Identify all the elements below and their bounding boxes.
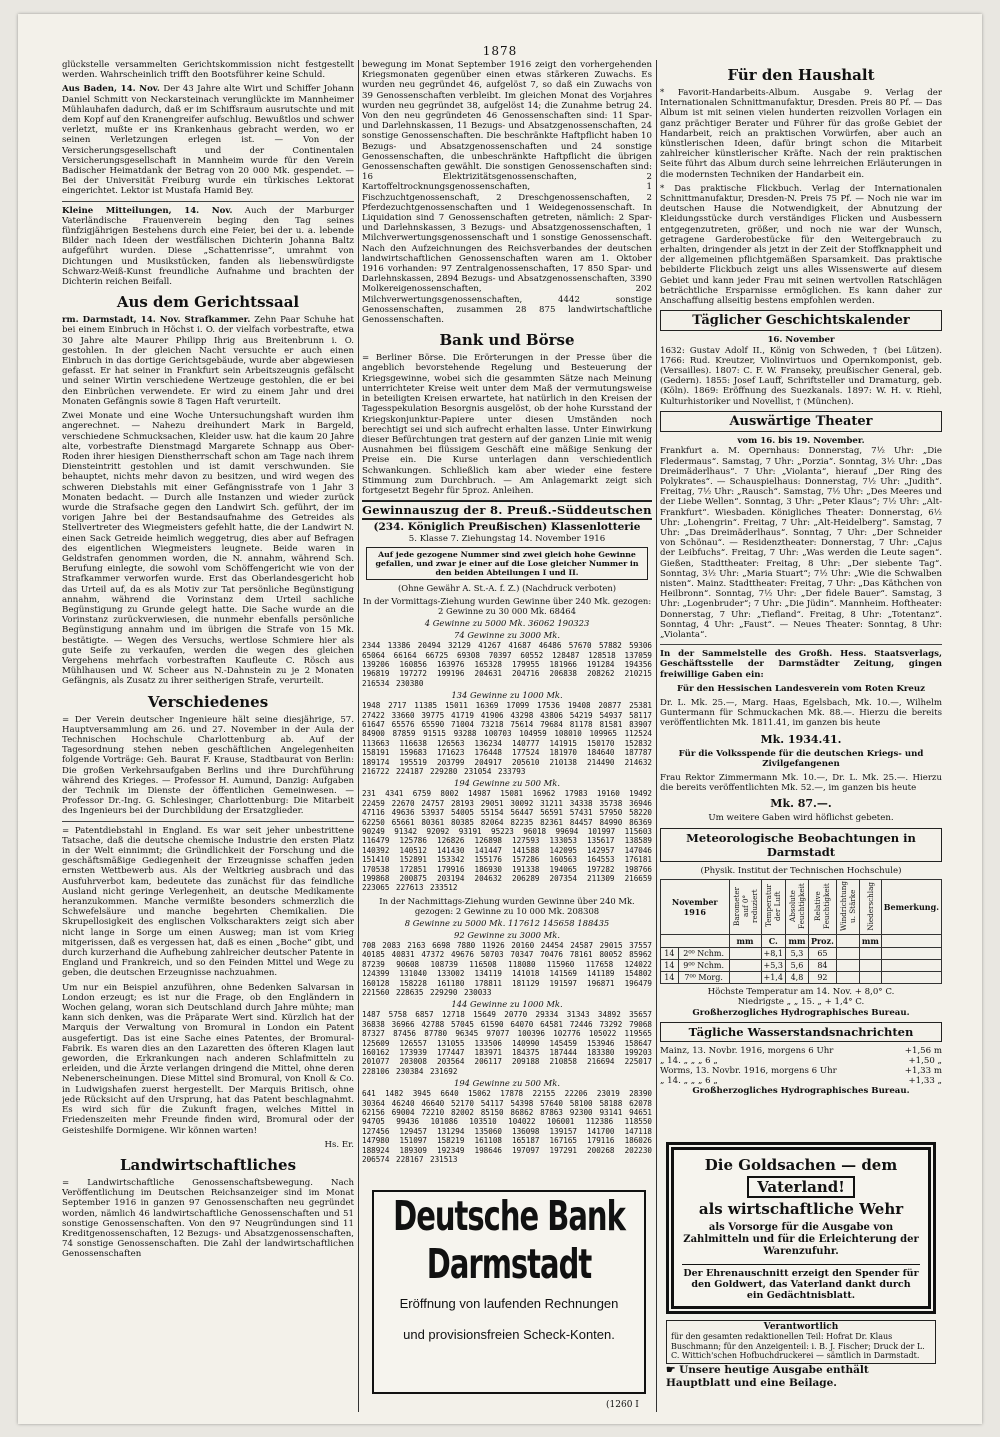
article-kleine	[62, 206, 354, 288]
divider	[660, 644, 942, 645]
cell-rel: 65	[808, 947, 836, 959]
cell-abs: 5,3	[785, 947, 808, 959]
column-header: Temperatur der Luft	[761, 880, 785, 935]
cell-note	[881, 947, 941, 959]
imprint-title: Verantwortlich	[763, 1322, 839, 1332]
water-level-place: Mainz, 13. Novbr. 1916, morgens 6 Uhr	[660, 1046, 834, 1057]
column-rule	[358, 60, 359, 1412]
prize-tier: 134 Gewinne zu 1000 Mk.	[451, 690, 563, 701]
section-title-wasserstand: Tägliche Wasserstandsnachrichten	[660, 1022, 942, 1042]
cell-abs: 4,8	[785, 971, 808, 983]
column-header: Relative Feuchtigkeit	[808, 880, 836, 935]
met-institute: (Physik. Institut der Technischen Hochschule)	[700, 865, 902, 876]
cell-day: 14	[661, 959, 679, 971]
cell-note	[881, 959, 941, 971]
article-text: = Berliner Börse. Die Erörterungen in der Presse über die angeblich bevorstehende Regelung und Besteuerung der Kriegsgewinne, wobei sich die gesammten Sätze nach Meinung unterrichteter Kreise weit unter dem Maß der vermutungsweise in beteiligten Kreisen erwartete, hat natürlich in den Kreisen der Tagesspekulation Besorgnis ausgelöst, ob der hohe Kursstand der Kriegskonjunktur-Papiere unter diesen Umständen noch berechtigt sei und sich aufrecht erhalten lasse. Unter Einwirkung dieser Befürchtungen trat gestern auf der ganzen Linie mit wenig Ausnahmen bei flüssigem Geschäft eine mäßige Senkung der Preise ein. Die Kurse unterlagen dann verschiedentlich Schwankungen. Schließlich kam aber wieder eine festere Stimmung zum Durchbruch. — Am Anlagemarkt zeigt sich fortgesetzt Begehr für 5proz. Anleihen.	[362, 353, 652, 496]
divider	[62, 821, 354, 822]
water-level-value: +1,56 m	[904, 1046, 942, 1057]
water-level-row	[660, 1076, 942, 1086]
winning-numbers: 1948 2717 11385 15011 16369 17099 17536 19408 20877 25381 27422 33660 39775 41719 41906 43298 43806 54219 54937 58117 61647 65576 65590 71004 73218 75614 79684 81178 81581 83907 84900 87859 91515 93288 100703 104959 108010 109965 112524 113663 116638 126563 136234 140777 141915 150170 152832 158191 159683 171623 176448 177524 181970 184640 187787 189174 195519 203799 204917 205610 210138 214490 214632 216722 224187 229280 231054 233793	[362, 701, 652, 776]
kalender-text: 1632: Gustav Adolf II., König von Schweden, † (bei Lützen). 1766: Rud. Kreutzer, Violinvirtuos und Opernkomponist, geb. (Versailles). 1807: C. F. W. Franseky, preußischer General, geb. (Gedern). 1855: Josef Lauff, Schriftsteller und Dramaturg, geb. (Köln). 1869: Eröffnung des Suezkanals. 1897: W. H. v. Riehl, Kulturhistoriker und Novellist, † (München).	[660, 345, 942, 407]
imprint	[666, 1320, 936, 1364]
ad-line: Eröffnung von laufenden Rechnungen	[399, 1296, 619, 1311]
weather-units-row	[661, 934, 942, 947]
theater-dates: vom 16. bis 19. November.	[737, 435, 865, 446]
article-text: = Der Verein deutscher Ingenieure hält seine diesjährige, 57. Hauptversammlung am 26. und 27. November in der Aula der Technischen Hochschule Charlottenburg ab. Auf der Tagesordnung stehen neben geschäftlichen Angelegenheiten folgende Vorträge: Geh. Baurat F. Krause, Stadtbaurat von Berlin: Die großen Verkehrsaufgaben Berlins und ihre Durchführung während des Krieges. — Professor H. Aumund, Danzig: Aufgaben der Technik im Dienste der öffentlichen Gemeinwesen. — Professor Dr.-Ing. G. Schlesinger, Charlottenburg: Die Mitarbeit des Ingenieurs bei der Durchbildung der Ersatzglieder.	[62, 714, 354, 817]
met-max: Höchste Temperatur am 14. Nov. + 8,0° C.	[707, 986, 895, 997]
gold-line: Die Goldsachen — dem	[704, 1156, 898, 1174]
cell-wind	[836, 959, 859, 971]
article-text: * Favorit-Handarbeits-Album. Ausgabe 9. Verlag der Internationalen Schnittmanufaktur, Dresden. Preis 80 Pf. — Das Album ist mit seinen vielen hunderten reizvollen Vorlagen ein ganz prächtiger Berater und Führer für das große Gebiet der Handarbeit, reich an praktischen Vorwürfen, aber auch an künstlerischen Ideen, dafür bringt schon die Mitarbeit zahlreicher künstlerischer Kräfte. Nach der rein praktischen Seite führt das Album durch seine lehrreichen Erläuterungen in die modernsten Techniken der Handarbeit ein.	[660, 88, 942, 180]
article-baden	[62, 84, 354, 196]
unit: mm	[729, 934, 761, 947]
donation-heading: Für die Volksspende für die deutschen Kriegs- und Zivilgefangenen	[678, 748, 924, 769]
cell-wind	[836, 971, 859, 983]
column-left	[62, 60, 354, 1414]
lottery-subtitle: (234. Königlich Preußischen) Klassenlotterie	[373, 521, 641, 534]
cell-temp: +1,4	[761, 971, 785, 983]
article-text: glückstelle versammelten Gerichtskommission nicht festgestellt werden. Wahrscheinlich trifft den Bootsführer keine Schuld.	[62, 60, 354, 81]
cell-abs: 5,6	[785, 959, 808, 971]
divider	[62, 201, 354, 202]
morning-draw-heading: In der Vormittags-Ziehung wurden Gewinne über 240 Mk. gezogen: 2 Gewinne zu 30 000 Mk. 68464	[362, 596, 652, 617]
imprint-text: für den gesamten redaktionellen Teil: Hofrat Dr. Klaus Buschmann; für den Anzeigenteil: i. B. J. Fischer; Druck der L. C. Wittich'schen Hofbuchdruckerei — sämtlich in Darmstadt.	[671, 1332, 925, 1361]
water-level-row	[660, 1056, 942, 1066]
donation-heading: Für den Hessischen Landesverein vom Roten Kreuz	[676, 683, 926, 694]
article-heading: rm. Darmstadt, 14. Nov. Strafkammer.	[62, 315, 251, 326]
weather-row	[661, 959, 942, 971]
edition-note: ☛ Unsere heutige Ausgabe enthält Hauptblatt und eine Beilage.	[666, 1364, 869, 1389]
unit: C.	[761, 934, 785, 947]
article-text: Um nur ein Beispiel anzuführen, ohne Bedenken Salvarsan in London erzeugt; es ist nur die Frage, ob den Engländern in Wochen gelang, woran sich Deutschland durch Jahre mühte; man kann sich denken, was die Präparate Wert sind. Kürzlich hat der Marquis der Verwaltung von Bromural in London ein Patent ausgefertigt. Das ist eine Sache eines Patentes, der Bromural-Fabrik. Es waren dies an den Lazaretten des öfteren Klagen laut geworden, die Erkrankungen nach anderen Schlafmitteln zu erleiden, und die Ärzte verlangen dringend die Mittel, ohne deren Nebenerscheinungen. Diese Mittel sind Bromural, von Knoll & Co. in Ludwigshafen zuerst hergestellt. Der Marquis Britisch, ohne jede Rücksicht auf den Ursprung, hat das Patent beschlagnahmt. Es wird sich für die Zukunft fragen, welches Mittel in Friedenszeiten mehr Freunde finden wird, Bromural oder der Geisteshilfe Dormigene. Wir können warten!	[62, 982, 354, 1136]
article-text: bewegung im Monat September 1916 zeigt den vorhergehenden Kriegsmonaten gegenüber einen etwas stärkeren Zuwachs. Es wurden neu gegründet 46, aufgelöst 7, so daß ein Zuwachs von 39 Genossenschaften verbleibt. Im gleichen Monat des Vorjahres wurden neu gegründet 38, aufgelöst 14; die Zunahme betrug 24. Von den neu gegründeten 46 Genossenschaften sind: 11 Spar- und Darlehnskassen, 11 Bezugs- und Absatzgenossenschaften, 24 sonstige Genossenschaften. Die beschränkte Haftpflicht haben 10 Bezugs- und Absatzgenossenschaften und 24 sonstige Genossenschaften, die unbeschränkte Haftpflicht die übrigen Genossenschaften gewählt. Die sonstigen Genossenschaften sind: 16 Elektrizitätsgenossenschaften, 2 Kartoffeltrocknungsgenossenschaften, 1 Fischzuchtgenossenschaft, 2 Dreschgenossenschaften, 2 Pferdezuchtgenossenschaften und 1 Weidegenossenschaft. In Liquidation sind 7 Genossenschaften getreten, nämlich: 2 Spar- und Darlehnskassen, 3 Bezugs- und Absatzgenossenschaften, 1 Milchverwertungsgenossenschaft und 1 sonstige Genossenschaft. Nach den Aufzeichnungen des Reichsverbandes der deutschen landwirtschaftlichen Genossenschaften waren am 1. Oktober 1916 vorhanden: 97 Zentralgenossenschaften, 17 850 Spar- und Darlehnskassen, 2894 Bezugs- und Absatzgenossenschaften, 3390 Molkereigenossenschaften, 202 Milchverwertungsgenossenschaften, 4442 sonstige Genossenschaften, zusammen 28 875 landwirtschaftliche Genossenschaften.	[362, 60, 652, 326]
column-header: Barometer auf 0° reduziert	[729, 880, 761, 935]
weather-table-header	[661, 880, 942, 935]
article-gericht	[62, 315, 354, 407]
winning-numbers: 708 2083 2163 6698 7880 11926 20160 24454 24587 29015 37557 40185 40831 47372 49676 50703 70347 70476 78161 80052 85962 87239 90608 108739 116508 118080 115960 117658 124022 124399 131040 133002 134119 141018 141569 141189 154802 160128 158228 161180 178811 181129 191597 196871 196479 221560 228635 229290 230033	[362, 940, 652, 997]
prize-tier: 144 Gewinne zu 1000 Mk.	[451, 999, 563, 1010]
water-level-place: „ 14. „ „ „ 6 „	[660, 1056, 718, 1067]
water-level-value: +1,33 „	[908, 1076, 942, 1087]
cell-temp: +8,1	[761, 947, 785, 959]
water-level-place: Worms, 13. Novbr. 1916, morgens 6 Uhr	[660, 1066, 837, 1077]
winning-numbers: 641 1482 3945 6640 15062 17878 22155 22206 23019 28390 30364 46240 46640 52170 54117 54398 57640 58100 58188 62078 62156 69004 72210 82002 85150 86862 87863 92300 93141 94651 94705 99436 101086 103510 104022 106001 112386 118550 127456 129457 131294 135060 136098 139157 141700 147118 147980 151097 158219 161108 165187 167165 179116 186026 188924 189309 192349 198646 197097 197291 200268 202230 206574 228167 231513	[362, 1089, 652, 1164]
water-level-place: „ 14. „ „ „ 6 „	[660, 1076, 718, 1087]
section-title-meteorologie: Meteorologische Beobachtungen in Darmstadt	[660, 828, 942, 862]
gold-line: Vaterland!	[747, 1176, 855, 1198]
water-level-value: +1,33 m	[904, 1066, 942, 1077]
column-middle	[362, 60, 652, 1414]
weather-row	[661, 971, 942, 983]
cell-rel: 92	[808, 971, 836, 983]
prize-tier: 8 Gewinne zu 5000 Mk. 117612 145658 188435	[404, 917, 610, 928]
winning-numbers: 2344 13386 20494 32129 41267 41687 46486 57670 57882 59306 65064 66164 66725 69308 70397 60552 128487 128518 137059 139206 160856 163976 165328 179955 181966 191284 194356 196819 197272 199196 204631 204716 206838 208262 210215 216534 230380	[362, 641, 652, 688]
article-text: Auch der Marburger Vaterländische Frauenverein beging den Tag seines fünfzigjährigen Bestehens durch eine Feier, bei der u. a. lebende Bilder nach Ideen der westfälischen Dichterin Johanna Baltz aufgeführt wurden. Diese „Schattenrisse“, umrahmt von Dichtungen und Musikstücken, fanden als liebenswürdigste Schwarz-Weiß-Kunst freundliche Aufnahme und brachten der Dichterin reichen Beifall.	[62, 205, 354, 288]
winning-numbers: 1487 5758 6857 12718 15649 20770 29334 31343 34892 35657 36838 36966 42788 57045 61590 64070 64581 72446 73292 79068 87327 87456 87780 96345 97077 100396 102776 105022 119565 125609 126557 131055 133506 140990 145459 153946 158647 160162 173939 177447 183971 184375 187444 183380 199203 201077 203008 203564 206117 209188 210858 216694 225017 228106 230384 231692	[362, 1010, 652, 1076]
section-title-bank: Bank und Börse	[439, 331, 575, 350]
article-text: = Patentdiebstahl in England. Es war seit jeher unbestrittene Tatsache, daß die deutsche chemische Industrie den ersten Platz in der Welt einnimmt; die Gründlichkeit der Forschung und die geschäftsmäßige Gediegenheit der Erzeugnisse schaffen jeden ernsten Wettbewerb aus. Als der Weltkrieg ausbrach und das Ausfuhrverbot kam, bedeutete das zunächst für das feindliche Ausland nicht geringe Verlegenheit, an deutsche Medikamente heranzukommen. Manche vermißte besonders schmerzlich die Schwefelsäure und manche begehrten Chemikalien. Die Skrupellosigkeit des englischen Volkscharakters zeigt sich aber nicht lange in Sorge um einen Ausweg; man ist vom Krieg mitgerissen, daß es vergessen hat, daß es einen „Boche“ gibt, und durch kurzerhand die Aufhebung zahlreicher deutscher Patente in England und Frankreich, und so den Feinden Mittel und Wege zu geben, die deutschen Erzeugnisse nachzuahmen.	[62, 825, 354, 979]
weather-table	[660, 879, 942, 984]
winning-numbers: 231 4341 6759 8002 14987 15081 16962 17983 19160 19492 22459 22670 24757 28193 29051 30092 31211 34338 35738 36946 47116 49636 53937 54005 55154 56447 56591 57431 57950 58220 62250 65661 80361 80385 82064 82235 82361 84457 84990 86369 90249 91342 92092 93191 95223 96018 99694 101997 115603 116479 125786 126826 126898 127593 133053 135617 138589 140392 140512 141430 141447 141588 142095 142957 147046 151410 152891 153342 155176 157286 160563 164553 176181 170538 172851 179916 186930 191338 194065 197282 198766 199868 200875 203194 204632 206289 207354 211309 216659 223065 227613 233512	[362, 789, 652, 893]
section-title-kalender: Täglicher Geschichtskalender	[660, 310, 942, 331]
newspaper-page	[18, 14, 982, 1424]
article-text: Der 43 Jahre alte Wirt und Schiffer Johann Daniel Schmitt von Neckarsteinach verunglückte im Mannheimer Mühlauhafen dadurch, daß er im Schiffsraum ausrutschte und mit dem Kopf auf den Kranengreifer aufschlug. Bewußtlos und schwer verletzt, mußte er ins Krankenhaus gebracht werden, wo er seinen Verletzungen erlegen ist. — Von der Versicherungsgesellschaft und der Continentalen Versicherungsgesellschaft in Mannheim wurde für den Verein Badischer Heimatdank der Betrag von 20 000 Mk. gespendet. — Bei der Universität Freiburg wurde ein türkisches Lektorat eingerichtet. Lektor ist Mustafa Hamid Bey.	[62, 84, 354, 197]
cell-rain	[859, 947, 881, 959]
lottery-draw-info: 5. Klasse 7. Ziehungstag 14. November 1916	[408, 534, 606, 545]
column-header: Bemerkung.	[881, 880, 941, 935]
page-number: 1878	[482, 44, 518, 58]
cell-note	[881, 971, 941, 983]
cell-day: 14	[661, 971, 679, 983]
water-level-row	[660, 1046, 942, 1056]
unit: mm	[859, 934, 881, 947]
donation-sum: Mk. 87.—.	[770, 797, 832, 811]
kalender-date: 16. November	[767, 335, 835, 346]
article-text: * Das praktische Flickbuch. Verlag der Internationalen Schnittmanufaktur, Dresden-N. Preis 75 Pf. — Noch nie war im deutschen Hause die Notwendigkeit, der Abnutzung der Kleidungsstücke durch verständiges Flicken und Ausbessern entgegenzutreten, größer, und noch nie war der Wunsch, getragene Garderobestücke für den Weitergebrauch zu erhalten, dringender als jetzt in der Zeit der Stoffknappheit und der allgemeinen pflichtgemäßen Sparsamkeit. Das praktische bebilderte Flickbuch zeigt uns alles Wissenswerte auf diesem Gebiet und kann jeder Frau mit seinen wertvollen Ratschlägen beträchtliche Ersparnisse ermöglichen. Es kann daher zur Anschaffung allseitig bestens empfohlen werden.	[660, 183, 942, 307]
cell-time: 2⁰⁰ Nchm.	[678, 947, 729, 959]
ad-line: und provisionsfreien Scheck-Konten.	[403, 1327, 615, 1342]
cell-wind	[836, 947, 859, 959]
column-header: Windrichtung u. Stärke	[836, 880, 859, 935]
prize-tier: 194 Gewinne zu 500 Mk.	[454, 1078, 560, 1089]
gold-appeal-ad	[666, 1142, 936, 1314]
section-title-verschiedenes: Verschiedenes	[147, 692, 269, 711]
lottery-notice: Auf jede gezogene Nummer sind zwei gleich hohe Gewinne gefallen, und zwar je einer auf die Lose gleicher Nummer in den beiden Abteilungen I und II.	[366, 547, 648, 580]
water-level-row	[660, 1066, 942, 1076]
donation-text: Dr. L. Mk. 25.—, Marg. Haas, Egelsbach, Mk. 10.—, Wilhelm Guntermann für Schmuckachen Mk. 88.—. Hierzu die bereits veröffentlichten Mk. 1811.41, im ganzen bis heute	[660, 697, 942, 729]
prize-tier: 194 Gewinne zu 500 Mk.	[454, 778, 560, 789]
unit: Proz.	[808, 934, 836, 947]
cell-rel: 84	[808, 959, 836, 971]
unit	[836, 934, 859, 947]
article-text: = Landwirtschaftliche Genossenschaftsbewegung. Nach Veröffentlichung im Deutschen Reichsanzeiger sind im Monat September 1916 in ganzen 97 Genossenschaften neu gegründet worden, nämlich 46 landwirtschaftliche Genossenschaften und 51 sonstige Genossenschaften. Von den 97 Neugründungen sind 11 Kreditgenossenschaften, 12 Bezugs- und Absatzgenossenschaften, 74 sonstige Genossenschaften. Die Zahl der landwirtschaftlichen Genossenschaften	[62, 1177, 354, 1260]
section-title-landwirtschaft: Landwirtschaftliches	[119, 1155, 297, 1174]
ad-code: (1260 I	[606, 1400, 639, 1410]
article-heading: Kleine Mitteilungen, 14. Nov.	[62, 205, 233, 216]
bank-advertisement	[372, 1190, 646, 1394]
unit: mm	[785, 934, 808, 947]
lottery-title: Gewinnauszug der 8. Preuß.-Süddeutschen	[362, 500, 652, 520]
gold-line: als Vorsorge für die Ausgabe von Zahlmitteln und für die Erleichterung der Warenzufuhr.	[683, 1222, 919, 1257]
cell-baro	[729, 947, 761, 959]
afternoon-draw-heading: In der Nachmittags-Ziehung wurden Gewinne über 240 Mk. gezogen: 2 Gewinne zu 10 000 Mk. 208308	[379, 895, 635, 916]
lottery-note: (Ohne Gewähr A. St.-A. f. Z.) (Nachdruck verboten)	[397, 583, 617, 594]
section-title-haushalt: Für den Haushalt	[727, 66, 875, 84]
sammelstelle-text: In der Sammelstelle des Großh. Hess. Staatsverlags, Geschäftsstelle der Darmstädter Zeitung, gingen freiwillige Gaben ein:	[660, 649, 942, 680]
cell-temp: +5,3	[761, 959, 785, 971]
article-heading: Aus Baden, 14. Nov.	[62, 84, 160, 95]
column-header: November 1916	[661, 880, 730, 935]
weather-row	[661, 947, 942, 959]
cell-day: 14	[661, 947, 679, 959]
theater-text: Frankfurt a. M. Opernhaus: Donnerstag, 7½ Uhr: „Die Fledermaus“. Samstag, 7 Uhr: „Porzia“. Sonntag, 3½ Uhr: „Das Dreimäderlhaus“. 7 Uhr: „Violanta“, hierauf „Der Ring des Polykrates“. — Schauspielhaus: Donnerstag, 7½ Uhr: „Judith“. Freitag, 7½ Uhr: „Rausch“. Samstag, 7½ Uhr: „Des Meeres und der Liebe Wellen“. Sonntag, 3 Uhr: „Peter Klaus“; 7½ Uhr: „Alt-Frankfurt“. Wiesbaden. Königliches Theater: Donnerstag, 6½ Uhr: „Lohengrin“. Freitag, 7 Uhr: „Alt-Heidelberg“. Samstag, 7 Uhr: „Das Dreimäderlhaus“. Sonntag, 7 Uhr: „Der Schneider von Schönau“. — Residenztheater: Donnerstag, 7 Uhr: „Cajus der Leibfuchs“. Freitag, 7 Uhr: „Was werden die Leute sagen“. Gießen, Stadttheater: Freitag, 8 Uhr: „Der siebente Tag“. Sonntag, 3½ Uhr: „Maria Stuart“; 7½ Uhr: „Wie die Schwalben nisten“. Mainz. Stadttheater: Freitag, 7 Uhr: „Das Käthchen von Heilbronn“. Sonntag, 7½ Uhr: „Der fidele Bauer“. Samstag, 3 Uhr: „Logenbruder“; 7 Uhr: „Die Jüdin“. Mannheim. Hoftheater: Donnerstag, 7 Uhr: „Tiefland“. Freitag, 8 Uhr: „Totentanz“. Sonntag, 4 Uhr: „Faust“. — Neues Theater: Sonntag, 8 Uhr: „Violanta“.	[660, 446, 942, 640]
donation-sum: Mk. 1934.41.	[760, 732, 842, 746]
cell-rain	[859, 959, 881, 971]
section-title-theater: Auswärtige Theater	[660, 411, 942, 432]
cell-baro	[729, 971, 761, 983]
gold-line: Der Ehrenauschnitt erzeigt den Spender für den Goldwert, das Vaterland dankt durch ein Gedächtnisblatt.	[682, 1264, 920, 1301]
cell-rain	[859, 971, 881, 983]
bank-name: Deutsche Bank Darmstadt	[393, 1192, 625, 1288]
cell-baro	[729, 959, 761, 971]
cell-time: 7⁰⁰ Morg.	[678, 971, 729, 983]
water-level-value: +1,50 „	[908, 1056, 942, 1067]
author-sign: Hs. Er.	[324, 1139, 354, 1150]
column-right	[660, 60, 942, 1414]
column-rule	[656, 60, 657, 1412]
prize-tier: 4 Gewinne zu 5000 Mk. 36062 190323	[424, 618, 590, 629]
donation-text: Frau Rektor Zimmermann Mk. 10.—, Dr. L. Mk. 25.—. Hierzu die bereits veröffentlichten Mk. 52.—, im ganzen bis heute	[660, 772, 942, 794]
water-levels	[660, 1046, 942, 1086]
water-bureau: Großherzogliches Hydrographisches Bureau.	[692, 1086, 910, 1097]
cell-time: 9⁰⁰ Nchm.	[678, 959, 729, 971]
prize-tier: 74 Gewinne zu 3000 Mk.	[454, 630, 560, 641]
met-bureau: Großherzogliches Hydrographisches Bureau.	[692, 1007, 910, 1018]
donation-thanks: Um weitere Gaben wird höflichst gebeten.	[708, 813, 894, 824]
met-min: Niedrigste „ „ 15. „ + 1,4° C.	[737, 997, 865, 1008]
article-text: Zwei Monate und eine Woche Untersuchungshaft wurden ihm angerechnet. — Nahezu dreihundert Mark in Bargeld, verschiedene Schmucksachen, Kleider usw. hat die kaum 20 Jahre alte, vorbestrafte Dienstmagd Margarete Schnapp aus Ober-Roden ihrer hiesigen Dienstherrschaft schon am Tage nach ihrem Diensteintritt gestohlen und ist damit verschwunden. Sie behauptet, nichts mehr davon zu besitzen, und wird wegen des schweren Diebstahls mit einer Gefängnisstrafe von 1 Jahr 3 Monaten bedacht. — Durch alle Instanzen und wieder zurück wurde die Strafsache gegen den Landwirt Sch. geführt, der im vorigen Jahre bei der Bestandsaufnahme des Getreides als Stellvertreter des Wiegmeisters gefehlt hatte, die der Landwirt N. einen Sack Getreide heimlich weggetrug, dies aber auf Befragen des eigentlichen Wiegmeisters leugnete. Beide waren in Geldstrafen genommen worden, die N. annahm, während Sch. Berufung einlegte, die sowohl vom Schöffengericht wie von der Strafkammer verworfen wurde. Erst das Oberlandesgericht hob das Urteil auf, da es als Motiv zur Tat persönliche Begünstigung annahm, während die Vorinstanz dem Urteil sachliche Begünstigung zu Grunde gelegt hatte. Die Sache wurde an die Vorinstanz zurückverwiesen, die nunmehr ebenfalls persönliche Begünstigung annahm und im übrigen die Strafe von 15 Mk. bestätigte. — Wegen des Versuchs, wertlose Schmiere hier als gute Seife zu verkaufen, werden die wegen des gleichen Vergehens mehrfach vorbestraften Kaufleute C. Rösch aus Mühlhausen und W. Scheer aus N.-Dahnstein zu je 2 Monaten Gefängnis, als Zusatz zu ihrer seitherigen Strafe, verurteilt.	[62, 411, 354, 687]
prize-tier: 92 Gewinne zu 3000 Mk.	[454, 929, 560, 940]
column-header: Niederschlag	[859, 880, 881, 935]
section-title-gerichtssaal: Aus dem Gerichtssaal	[116, 293, 300, 312]
gold-line: als wirtschaftliche Wehr	[698, 1200, 904, 1218]
article-text: Zehn Paar Schuhe hat bei einem Einbruch in Höchst i. O. der vielfach vorbestrafte, etwa 30 Jahre alte Maurer Philipp Ihrig aus Breitenbrunn i. O. gestohlen. In der gleichen Nacht versuchte er auch einen Einbruch in das dortige Gerichtsgebäude, wurde aber abgewiesen gefasst. Er hat seiner in Frankfurt sein Arbeitszeugnis gefälscht und seiner Wirtin verschiedene Wertzeuge gestohlen, die er bei den Einbrüchen verwendete. Er wird zu einem Jahr und drei Monaten Gefängnis sowie 8 Tagen Haft verurteilt.	[62, 315, 354, 407]
lottery-results	[362, 500, 652, 1164]
column-header: Absolute Feuchtigkeit	[785, 880, 808, 935]
